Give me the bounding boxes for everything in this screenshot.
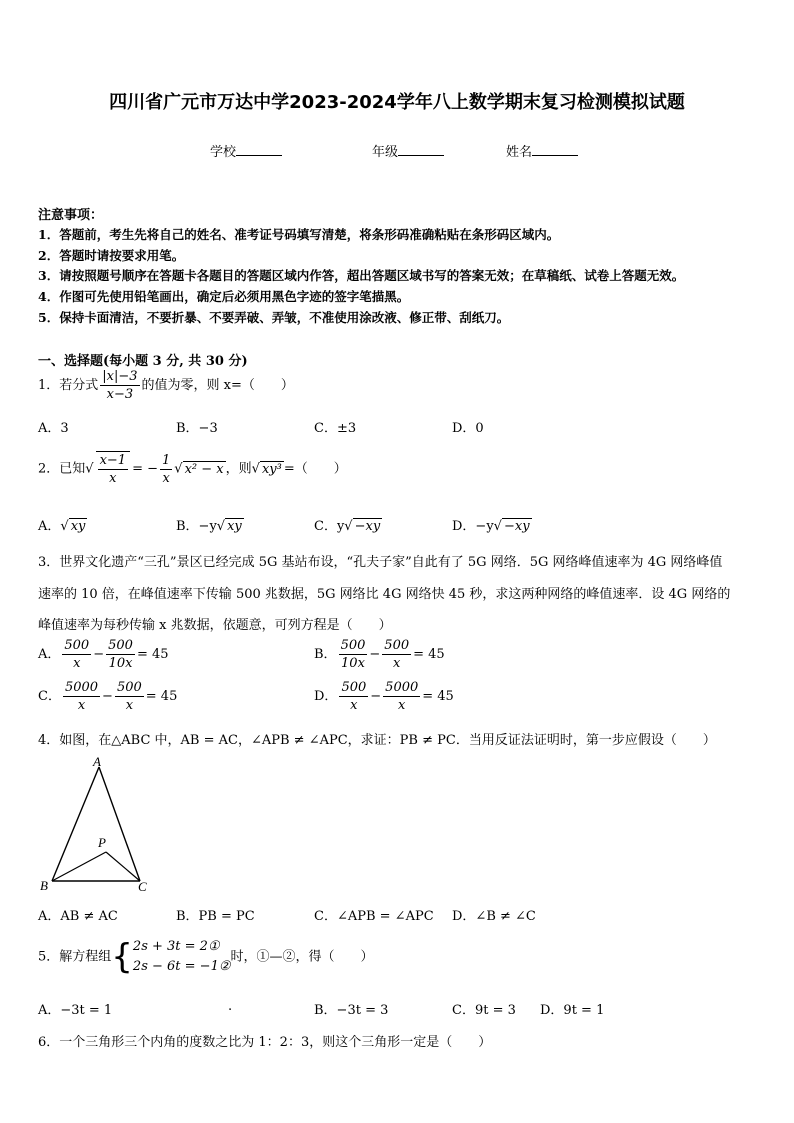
question-3-line: 峰值速率为每秒传输 x 兆数据，依题意，可列方程是（ ） [38, 618, 392, 633]
q5-option-b[interactable]: B．−3t = 3 [314, 1003, 389, 1018]
note-item: 1．答题前，考生先将自己的姓名、准考证号码填写清楚，将条形码准确粘贴在条形码区域内。 [38, 227, 560, 242]
q5-option-c[interactable]: C．9t = 3 [452, 1003, 516, 1018]
vertex-label-c: C [138, 879, 147, 894]
side-ab [52, 767, 99, 881]
name-field: 姓名 [506, 141, 578, 160]
q4-option-d[interactable]: D．∠B ≠ ∠C [452, 909, 536, 924]
q5-dot: . [228, 999, 233, 1014]
note-item: 2．答题时请按要求用笔。 [38, 248, 185, 263]
question-3-line: 3．世界文化遗产“三孔”景区已经完成 5G 基站布设，“孔夫子家”自此有了 5G 网络．5G 网络峰值速率为 4G 网络峰值 [38, 555, 723, 570]
q5-option-d[interactable]: D．9t = 1 [540, 1003, 605, 1018]
q4-option-a[interactable]: A．AB ≠ AC [38, 909, 118, 924]
question-5: 5．解方程组{2s + 3t = 2① 2s − 6t = −1②时，①—②，得（ ） [38, 937, 374, 977]
grade-field: 年级 [372, 141, 444, 160]
notes-heading: 注意事项： [38, 208, 104, 223]
q3-option-b[interactable]: B． $\frac{500}{10x}$ − $\frac{500}{x}$ = 45 [314, 638, 445, 671]
note-item: 3．请按照题号顺序在答题卡各题目的答题区域内作答，超出答题区域书写的答案无效；在草稿纸、试卷上答题无效。 [38, 268, 685, 283]
q1-option-c[interactable]: C．±3 [314, 421, 357, 436]
question-6: 6．一个三角形三个内角的度数之比为 1：2：3，则这个三角形一定是（ ） [38, 1035, 492, 1050]
q3-option-a[interactable]: A． $\frac{500}{x}$ − $\frac{500}{10x}$ = 45 [38, 638, 169, 671]
triangle-figure [36, 752, 166, 894]
q2-option-d[interactable]: D．−y√ −xy [452, 519, 530, 534]
page-title: 四川省广元市万达中学2023-2024学年八上数学期末复习检测模拟试题 [109, 92, 685, 113]
q3-option-d[interactable]: D． $\frac{500}{x}$ − $\frac{5000}{x}$ = 45 [314, 680, 454, 713]
point-label-p: P [98, 835, 106, 850]
q4-option-c[interactable]: C．∠APB = ∠APC [314, 909, 434, 924]
question-1: 1．若分式 $\frac{|x|-3}{x-3}$ 的值为零，则 x=（ ） [38, 369, 294, 402]
q4-option-b[interactable]: B．PB = PC [176, 909, 255, 924]
school-field: 学校 [210, 141, 282, 160]
section-title: 一、选择题(每小题 3 分, 共 30 分) [38, 354, 248, 369]
note-item: 5．保持卡面清洁，不要折暴、不要弄破、弄皱，不准使用涂改液、修正带、刮纸刀。 [38, 310, 510, 325]
q1-option-b[interactable]: B．−3 [176, 421, 218, 436]
note-item: 4．作图可先使用铅笔画出，确定后必须用黑色字迹的签字笔描黑。 [38, 289, 410, 304]
question-4: 4．如图，在△ABC 中，AB = AC，∠APB ≠ ∠APC，求证：PB ≠ PC．当用反证法证明时，第一步应假设（ ） [38, 733, 716, 748]
q1-option-d[interactable]: D．0 [452, 421, 484, 436]
q2-option-b[interactable]: B．−y√ xy [176, 519, 242, 534]
question-3-line: 速率的 10 倍，在峰值速率下传输 500 兆数据，5G 网络比 4G 网络快 45 秒，求这两种网络的峰值速率．设 4G 网络的 [38, 587, 731, 602]
q5-option-a[interactable]: A．−3t = 1 [38, 1003, 113, 1018]
q3-option-c[interactable]: C． $\frac{5000}{x}$ − $\frac{500}{x}$ = 45 [38, 680, 178, 713]
question-2: 2．已知√ $\frac{x-1}{x}$ = − $\frac{1}{x}$ √ x² − x ，则√ xy³ =（ ） [38, 452, 347, 486]
q2-option-c[interactable]: C．y√ −xy [314, 519, 381, 534]
q2-option-a[interactable]: A．√ xy [38, 519, 86, 534]
segment-pb [52, 852, 106, 881]
vertex-label-b: B [40, 878, 48, 893]
vertex-label-a: A [93, 754, 101, 769]
q1-option-a[interactable]: A．3 [38, 421, 69, 436]
